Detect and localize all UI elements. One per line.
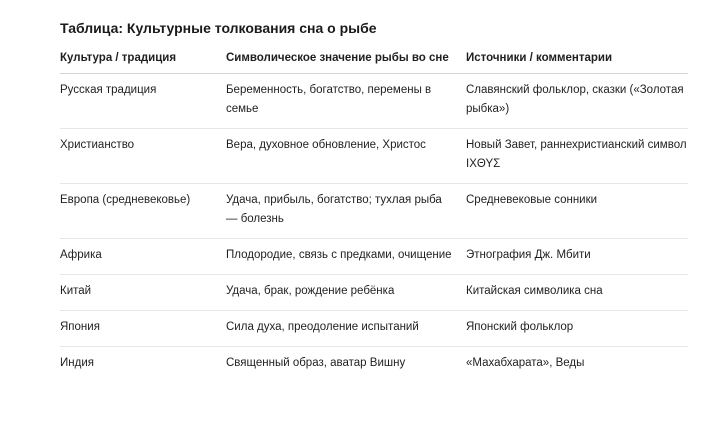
cell-culture: Русская традиция [60,74,226,129]
table-row [60,311,688,347]
cell-meaning: Удача, прибыль, богатство; тухлая рыба — болезнь [226,184,466,239]
cell-culture: Европа (средневековье) [60,184,226,239]
cell-meaning: Вера, духовное обновление, Христос [226,129,466,184]
document [60,14,687,382]
table-header-row [60,46,688,74]
header-sources: Источники / комментарии [466,46,688,74]
cell-culture: Африка [60,239,226,275]
cell-sources: Средневековые сонники [466,184,688,239]
header-meaning: Символическое значение рыбы во сне [226,46,466,74]
cell-sources: Японский фольклор [466,311,688,347]
cell-meaning: Плодородие, связь с предками, очищение [226,239,466,275]
cell-meaning: Беременность, богатство, перемены в семье [226,74,466,129]
cell-sources: Славянский фольклор, сказки («Золотая рыбка») [466,74,688,129]
culture-table [60,46,688,382]
table-row [60,239,688,275]
table-row [60,275,688,311]
cell-culture: Китай [60,275,226,311]
cell-sources: «Махабхарата», Веды [466,357,585,369]
cell-culture: Христианство [60,129,226,184]
cell-sources: Китайская символика сна [466,275,688,311]
cell-culture: Япония [60,311,226,347]
cell-meaning: Удача, брак, рождение ребёнка [226,275,466,311]
table-row [60,129,688,184]
table-row [60,74,688,129]
table-title: Таблица: Культурные толкования сна о рыбе [60,20,377,36]
cell-sources: Этнография Дж. Мбити [466,239,688,275]
cell-meaning: Священный образ, аватар Вишну [226,357,406,369]
cell-sources: Новый Завет, раннехристианский символ ΙΧΘΥΣ [466,129,688,184]
cell-culture: Индия [60,357,94,369]
header-culture: Культура / традиция [60,46,226,74]
table-row [60,184,688,239]
table-row [60,347,688,383]
cell-meaning: Сила духа, преодоление испытаний [226,311,466,347]
